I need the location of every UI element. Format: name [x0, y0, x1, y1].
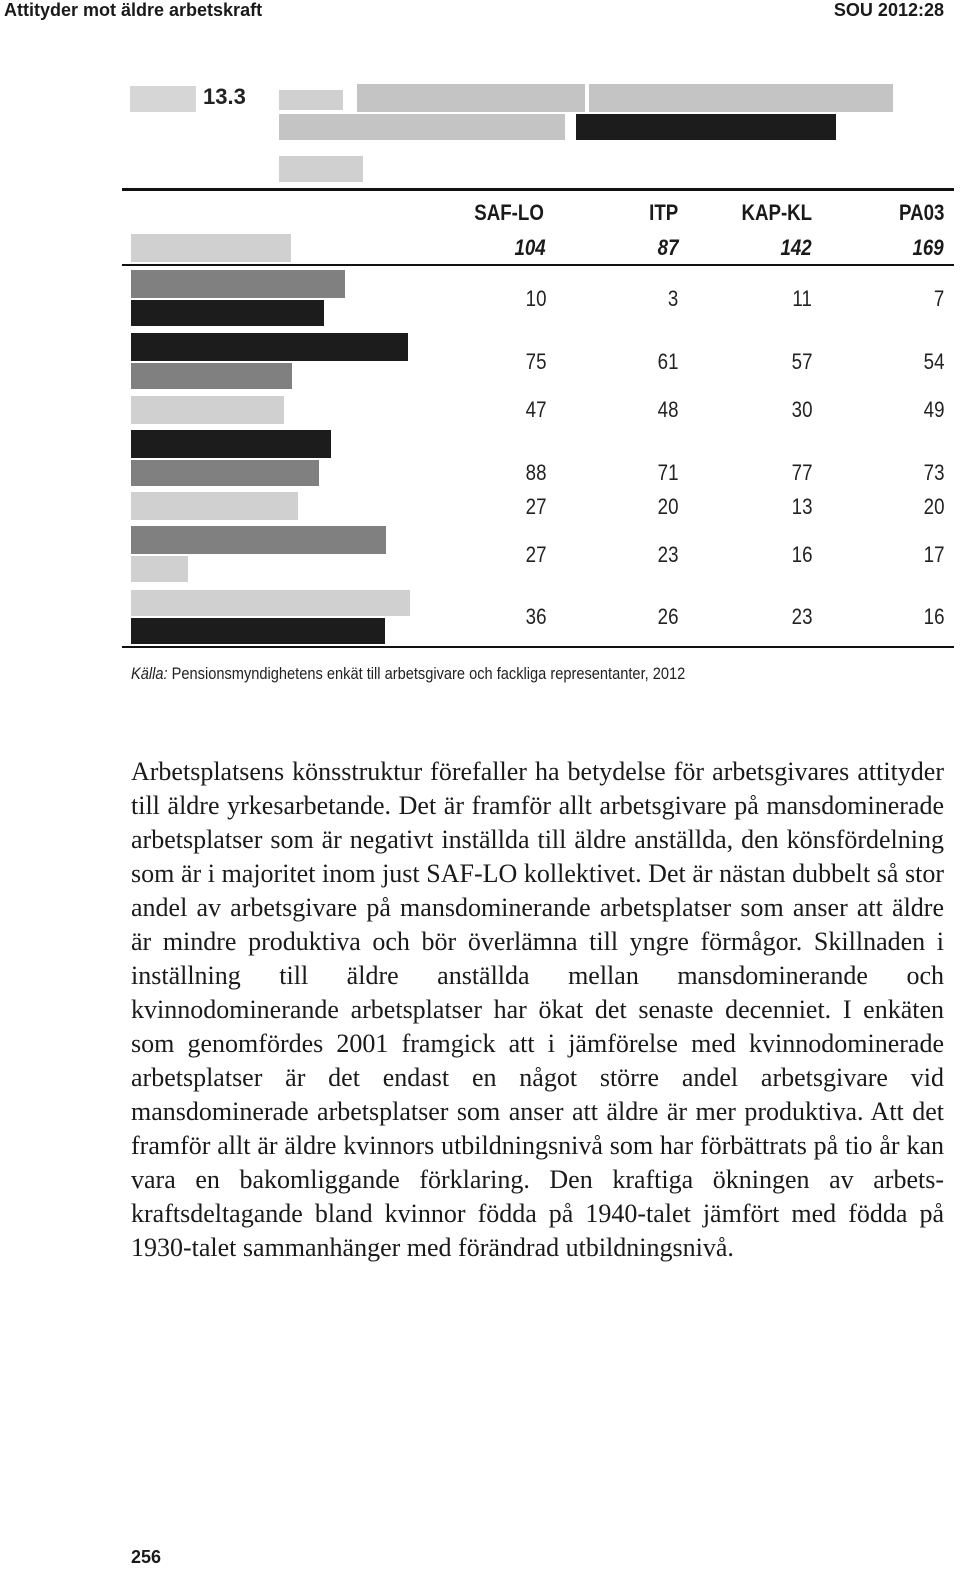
cell: 3 — [667, 286, 678, 311]
cell: 20 — [923, 494, 944, 519]
cell: 23 — [791, 604, 812, 629]
cell: 16 — [923, 604, 944, 629]
column-header-pa03: PA03 — [898, 200, 944, 225]
cell: 71 — [657, 460, 678, 485]
redacted-block — [130, 86, 196, 112]
row-label-illegible — [131, 492, 298, 520]
cell: 20 — [657, 494, 678, 519]
cell: 36 — [525, 604, 546, 629]
table-title-illegible — [279, 84, 899, 184]
cell: 88 — [525, 460, 546, 485]
n-itp: 87 — [657, 235, 678, 260]
cell: 49 — [923, 397, 944, 422]
redacted-block — [589, 84, 893, 112]
table-top-rule — [122, 188, 954, 191]
cell: 77 — [791, 460, 812, 485]
column-header-saf-lo: SAF-LO — [474, 200, 544, 225]
table-number: 13.3 — [203, 84, 246, 109]
row-label-illegible — [131, 590, 410, 616]
row-label-illegible — [131, 300, 324, 326]
cell: 16 — [791, 542, 812, 567]
page-number: 256 — [131, 1547, 162, 1567]
row-label-illegible — [131, 333, 408, 361]
redacted-block — [131, 234, 291, 262]
n-kap-kl: 142 — [780, 235, 812, 260]
cell: 75 — [525, 349, 546, 374]
cell: 48 — [657, 397, 678, 422]
redacted-block — [279, 90, 343, 110]
row-label-illegible — [131, 618, 385, 644]
cell: 47 — [525, 397, 546, 422]
n-saf-lo: 104 — [514, 235, 546, 260]
cell: 57 — [791, 349, 812, 374]
table-bottom-rule — [122, 646, 954, 648]
cell: 11 — [792, 286, 812, 311]
redacted-block — [279, 156, 363, 182]
cell: 30 — [791, 397, 812, 422]
chapter-title: Attityder mot äldre arbetskraft — [4, 0, 263, 20]
n-pa03: 169 — [912, 235, 944, 260]
cell: 54 — [923, 349, 944, 374]
cell: 13 — [791, 494, 812, 519]
row-label-illegible — [131, 460, 319, 486]
cell: 73 — [923, 460, 944, 485]
cell: 7 — [933, 286, 944, 311]
table-label-illegible — [130, 86, 200, 112]
column-header-kap-kl: KAP-KL — [741, 200, 812, 225]
table-source — [131, 664, 685, 684]
row-label-illegible — [131, 234, 291, 262]
report-id: SOU 2012:28 — [833, 0, 944, 20]
cell: 26 — [657, 604, 678, 629]
cell: 61 — [657, 349, 678, 374]
cell: 10 — [525, 286, 546, 311]
column-header-itp: ITP — [648, 200, 678, 225]
cell: 23 — [657, 542, 678, 567]
source-label: Källa: — [131, 664, 168, 683]
running-header — [0, 0, 960, 24]
cell: 27 — [525, 494, 546, 519]
table-header-rule — [122, 264, 954, 266]
redacted-block — [576, 114, 836, 140]
body-paragraph: Arbetsplatsens könsstruktur förefaller ha betydelse för arbetsgivares attityder till äldre yrkesarbetande. Det är framför allt arbetsgivare på mansdominerade arbetsplatser som är negativt inställda till äldre anställda, den könsfördelning som är i majoritet inom just SAF-LO kollektivet. Det är nästan dubbelt så stor andel av arbetsgivare på mansdominerande arbetsplatser som anser att äldre är mindre produktiva och bör överlämna till yngre förmågor. Skillnaden i inställning till äldre anställda mellan mansdominerande och kvinnodominerande arbetsplatser har ökat det senaste decenniet. I enkäten som genomfördes 2001 framgick att i jämförelse med kvinnodominerade arbetsplatser är det endast en något större andel arbetsgivare vid mansdominerade arbetsplatser som anser att äldre är mer produktiva. Att det framför allt är äldre kvinnors utbildningsnivå som har förbättrats på tio år kan vara en bakomliggande förklaring. Den kraftiga ökningen av arbetskraftsdeltagande bland kvinnor födda på 1940-talet jämfört med födda på 1930-talet sammanhänger med förändrad utbildningsnivå. — [131, 757, 944, 1262]
cell: 27 — [525, 542, 546, 567]
cell: 17 — [923, 542, 944, 567]
row-label-illegible — [131, 270, 345, 298]
row-label-illegible — [131, 363, 292, 389]
row-label-illegible — [131, 556, 188, 582]
redacted-block — [357, 84, 585, 112]
source-text: Pensionsmyndighetens enkät till arbetsgivare och fackliga representanter, 2012 — [167, 664, 686, 683]
row-label-illegible — [131, 430, 331, 458]
redacted-block — [279, 114, 565, 140]
row-label-illegible — [131, 396, 284, 424]
row-label-illegible — [131, 526, 386, 554]
